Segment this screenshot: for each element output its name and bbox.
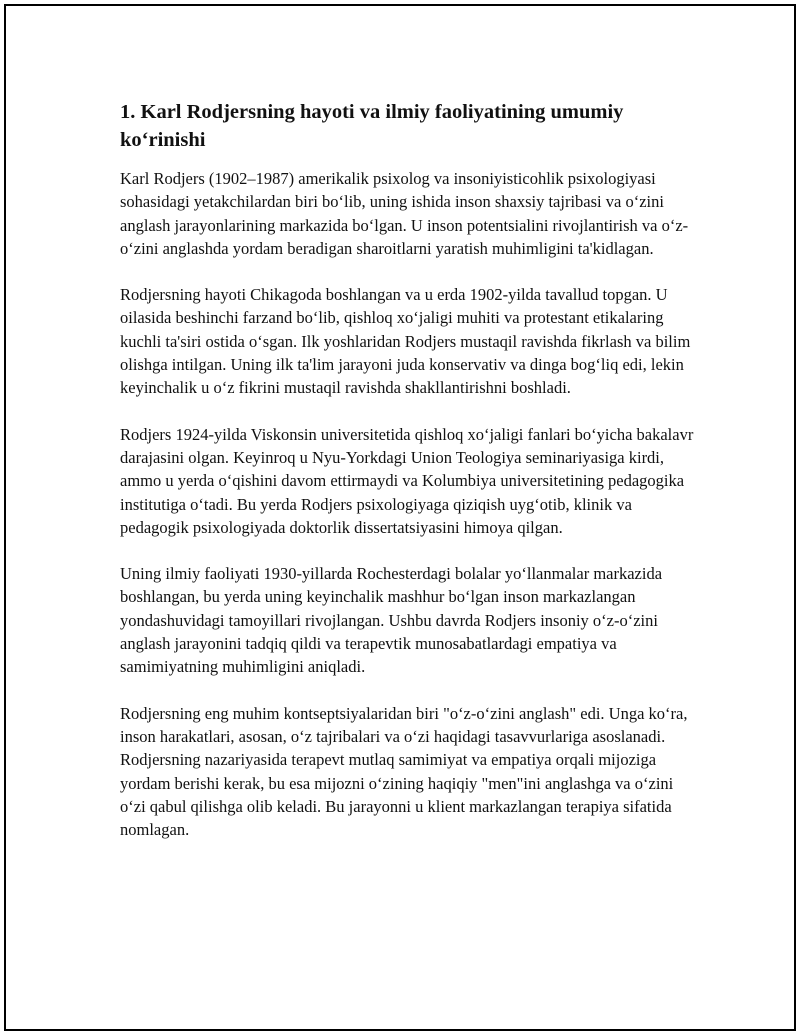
paragraph-self-actualization: Rodjersning eng muhim kontseptsiyalaridan biri "o‘z-o‘zini anglash" edi. Unga ko‘ra, inson harakatlari, asosan, o‘z tajribalari va o‘zi haqidagi tasavvurlariga asoslanadi. Rodjersning nazariyasida terapevt mutlaq samimiyat va empatiya orqali mijoziga yordam berishi kerak, bu esa mijozni o‘zining haqiqiy "men"ini anglashga va o‘zini o‘zi qabul qilishga olib keladi. Bu jarayonni u klient markazlangan terapiya sifatida nomlagan.	[120, 703, 688, 840]
paragraph-early-life: Rodjersning hayoti Chikagoda boshlangan va u erda 1902-yilda tavallud topgan. U oilasida beshinchi farzand bo‘lib, qishloq xo‘jaligi muhiti va protestant etikalaring kuchli ta'siri ostida o‘sgan. Ilk yoshlaridan Rodjers mustaqil ravishda fikrlash va bilim olishga intilgan. Uning ilk ta'lim jarayoni juda konservativ va dinga bog‘liq edi, lekin keyinchalik u o‘z fikrini mustaqil ravishda shakllantirishni boshladi.	[120, 285, 691, 398]
document-body	[120, 98, 700, 864]
paragraph-scientific-work: Uning ilmiy faoliyati 1930-yillarda Rochesterdagi bolalar yo‘llanmalar markazida boshlangan, bu yerda uning keyinchalik mashhur bo‘lgan inson markazlangan yondashuvidagi tamoyillari rivojlangan. Ushbu davrda Rodjers insoniy o‘z-o‘zini anglash jarayonini tadqiq qildi va terapevtik munosabatlardagi empatiya va samimiyatning muhimligini aniqladi.	[120, 564, 663, 677]
section-heading: 1. Karl Rodjersning hayoti va ilmiy faoliyatining umumiy ko‘rinishi	[120, 101, 624, 151]
page-frame	[4, 4, 796, 1031]
paragraph-intro: Karl Rodjers (1902–1987) amerikalik psixolog va insoniyisticohlik psixologiyasi sohasidagi yetakchilardan biri bo‘lib, uning ishida inson shaxsiy tajribasi va o‘zini anglash jarayonlarining markazida bo‘lgan. U inson potentsialini rivojlantirish va o‘z-o‘zini anglashda yordam beradigan sharoitlarni yaratish muhimligini ta'kidlagan.	[120, 169, 689, 258]
paragraph-education: Rodjers 1924-yilda Viskonsin universitetida qishloq xo‘jaligi fanlari bo‘yicha bakalavr darajasini olgan. Keyinroq u Nyu-Yorkdagi Union Teologiya seminariyasiga kirdi, ammo u yerda o‘qishini davom ettirmaydi va Kolumbiya universitetining pedagogika institutiga o‘tadi. Bu yerda Rodjers psixologiyaga qiziqish uyg‘otib, klinik va pedagogik psixologiyada doktorlik dissertatsiyasini himoya qilgan.	[120, 424, 694, 537]
